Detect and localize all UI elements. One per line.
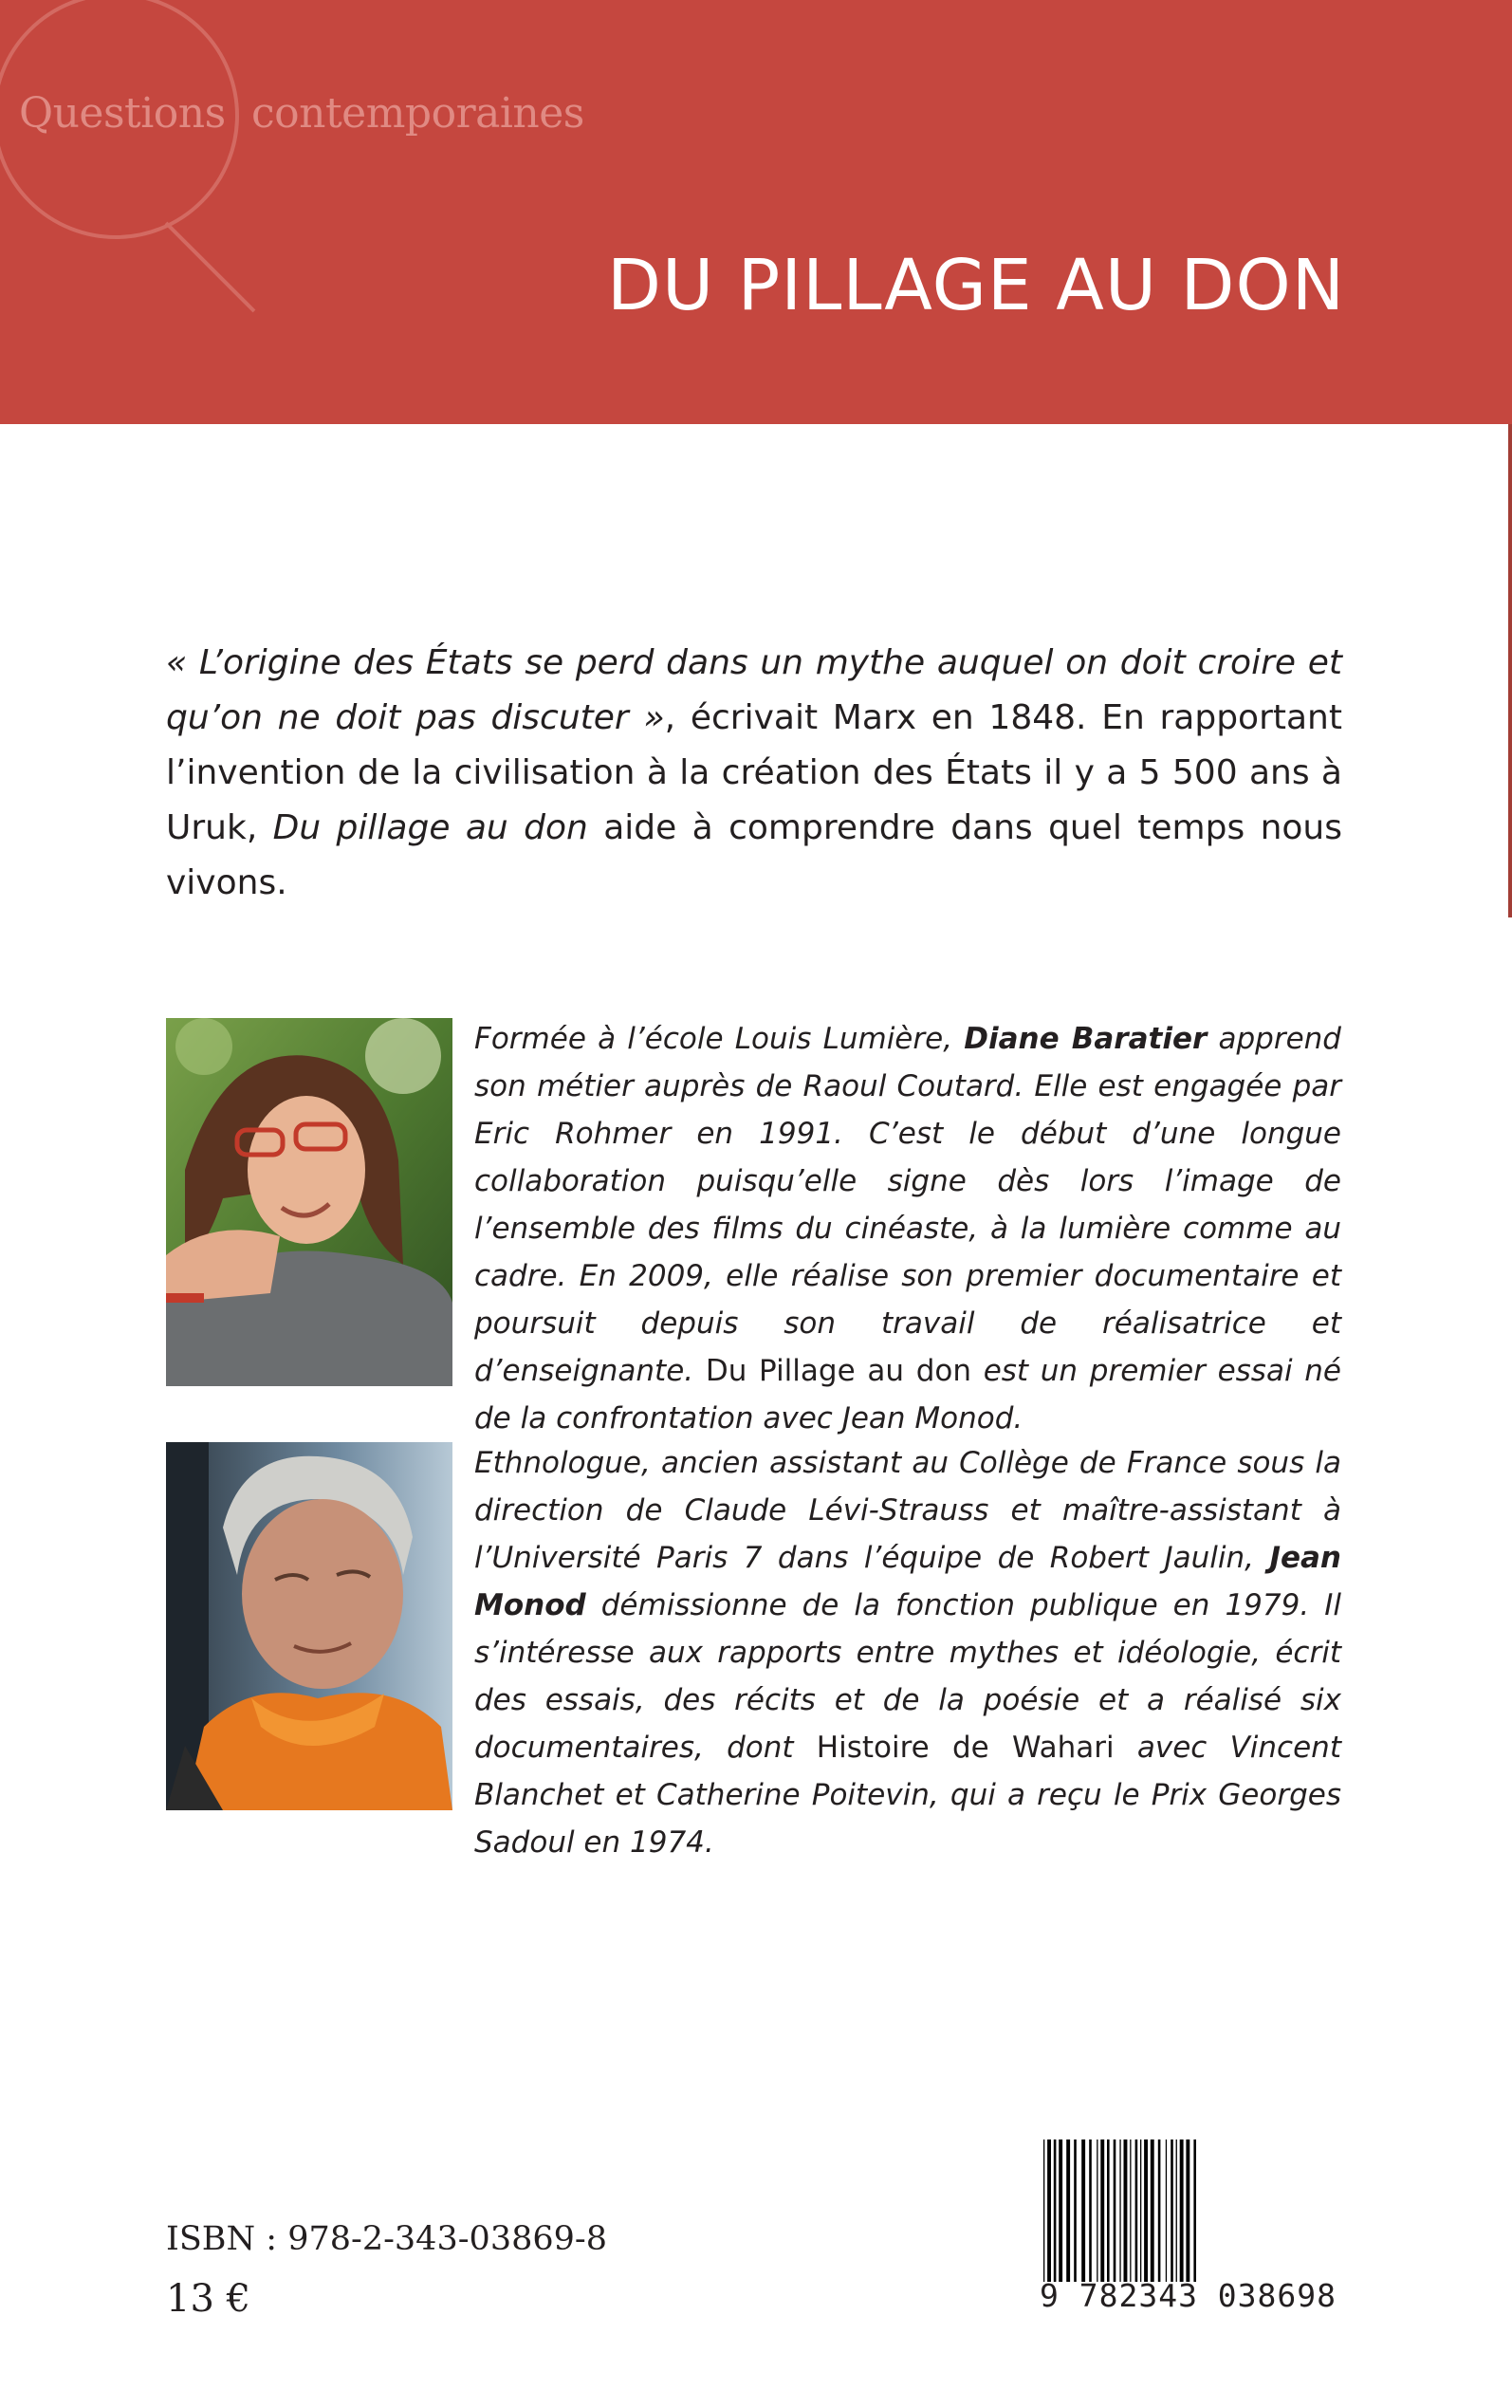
intro-paragraph [166,636,1342,911]
author-photo-jean-monod [166,1442,452,1810]
price-label: 13 € [166,2277,251,2321]
header-band [0,0,1512,424]
isbn-label: ISBN : 978-2-343-03869-8 [166,2220,607,2258]
author-photo-diane-baratier [166,1018,452,1386]
intro-text-2: aide à comprendre dans quel temps nous vivons. [166,808,1343,902]
intro-book-title: Du pillage au don [272,808,588,847]
author-bio-jean-monod [474,1439,1341,1866]
page-edge [1508,424,1512,917]
bio-text: Formée à l’école Louis Lumière, [474,1022,965,1056]
bio-film-title: Histoire de Wahari [816,1731,1115,1765]
author-name: Diane Baratier [964,1022,1208,1056]
bio-text: Ethnologue, ancien assistant au Collège de France sous la direction de Claude Lévi-Strauss et maître-assistant à l’Université Paris 7 dans l’équipe de Robert Jaulin, [474,1446,1341,1575]
marx-quote: « L’origine des États se perd dans un mythe auquel on doit croire et qu’on ne doit pas discuter » [166,643,1342,737]
q-logo-icon [0,0,266,323]
bio-text: démissionne de la fonction publique en 1979. Il s’intéresse aux rapports entre mythes et idéologie, écrit des essais, des récits et de la poésie et a réalisé six documentaires, dont [474,1588,1341,1765]
book-title: DU PILLAGE AU DON [607,245,1346,326]
bio-book-title: Du Pillage au don [705,1354,971,1388]
series-label-contemporaines: contemporaines [251,89,584,138]
barcode-digits: 9 782343 038698 [1040,2277,1337,2314]
author-name: Jean Monod [474,1541,1341,1622]
intro-text-1: , écrivait Marx en 1848. En rapportant l’invention de la civilisation à la création des États il y a 5 500 ans à Uruk, [166,698,1342,847]
author-bio-diane-baratier [474,1015,1341,1442]
series-label-questions: Questions [19,89,226,138]
bio-text: est un premier essai né de la confrontation avec Jean Monod. [474,1354,1341,1436]
barcode-bars [1038,2139,1332,2282]
bio-text: apprend son métier auprès de Raoul Coutard. Elle est engagée par Eric Rohmer en 1991. C’est le début d’une longue collaboration puisqu’elle signe dès lors l’image de l’ensemble des films du cinéaste, à la lumière comme au cadre. En 2009, elle réalise son premier documentaire et poursuit depuis son travail de réalisatrice et d’enseignante. [474,1022,1341,1388]
bio-text: avec Vincent Blanchet et Catherine Poitevin, qui a reçu le Prix Georges Sadoul en 1974. [474,1731,1341,1860]
